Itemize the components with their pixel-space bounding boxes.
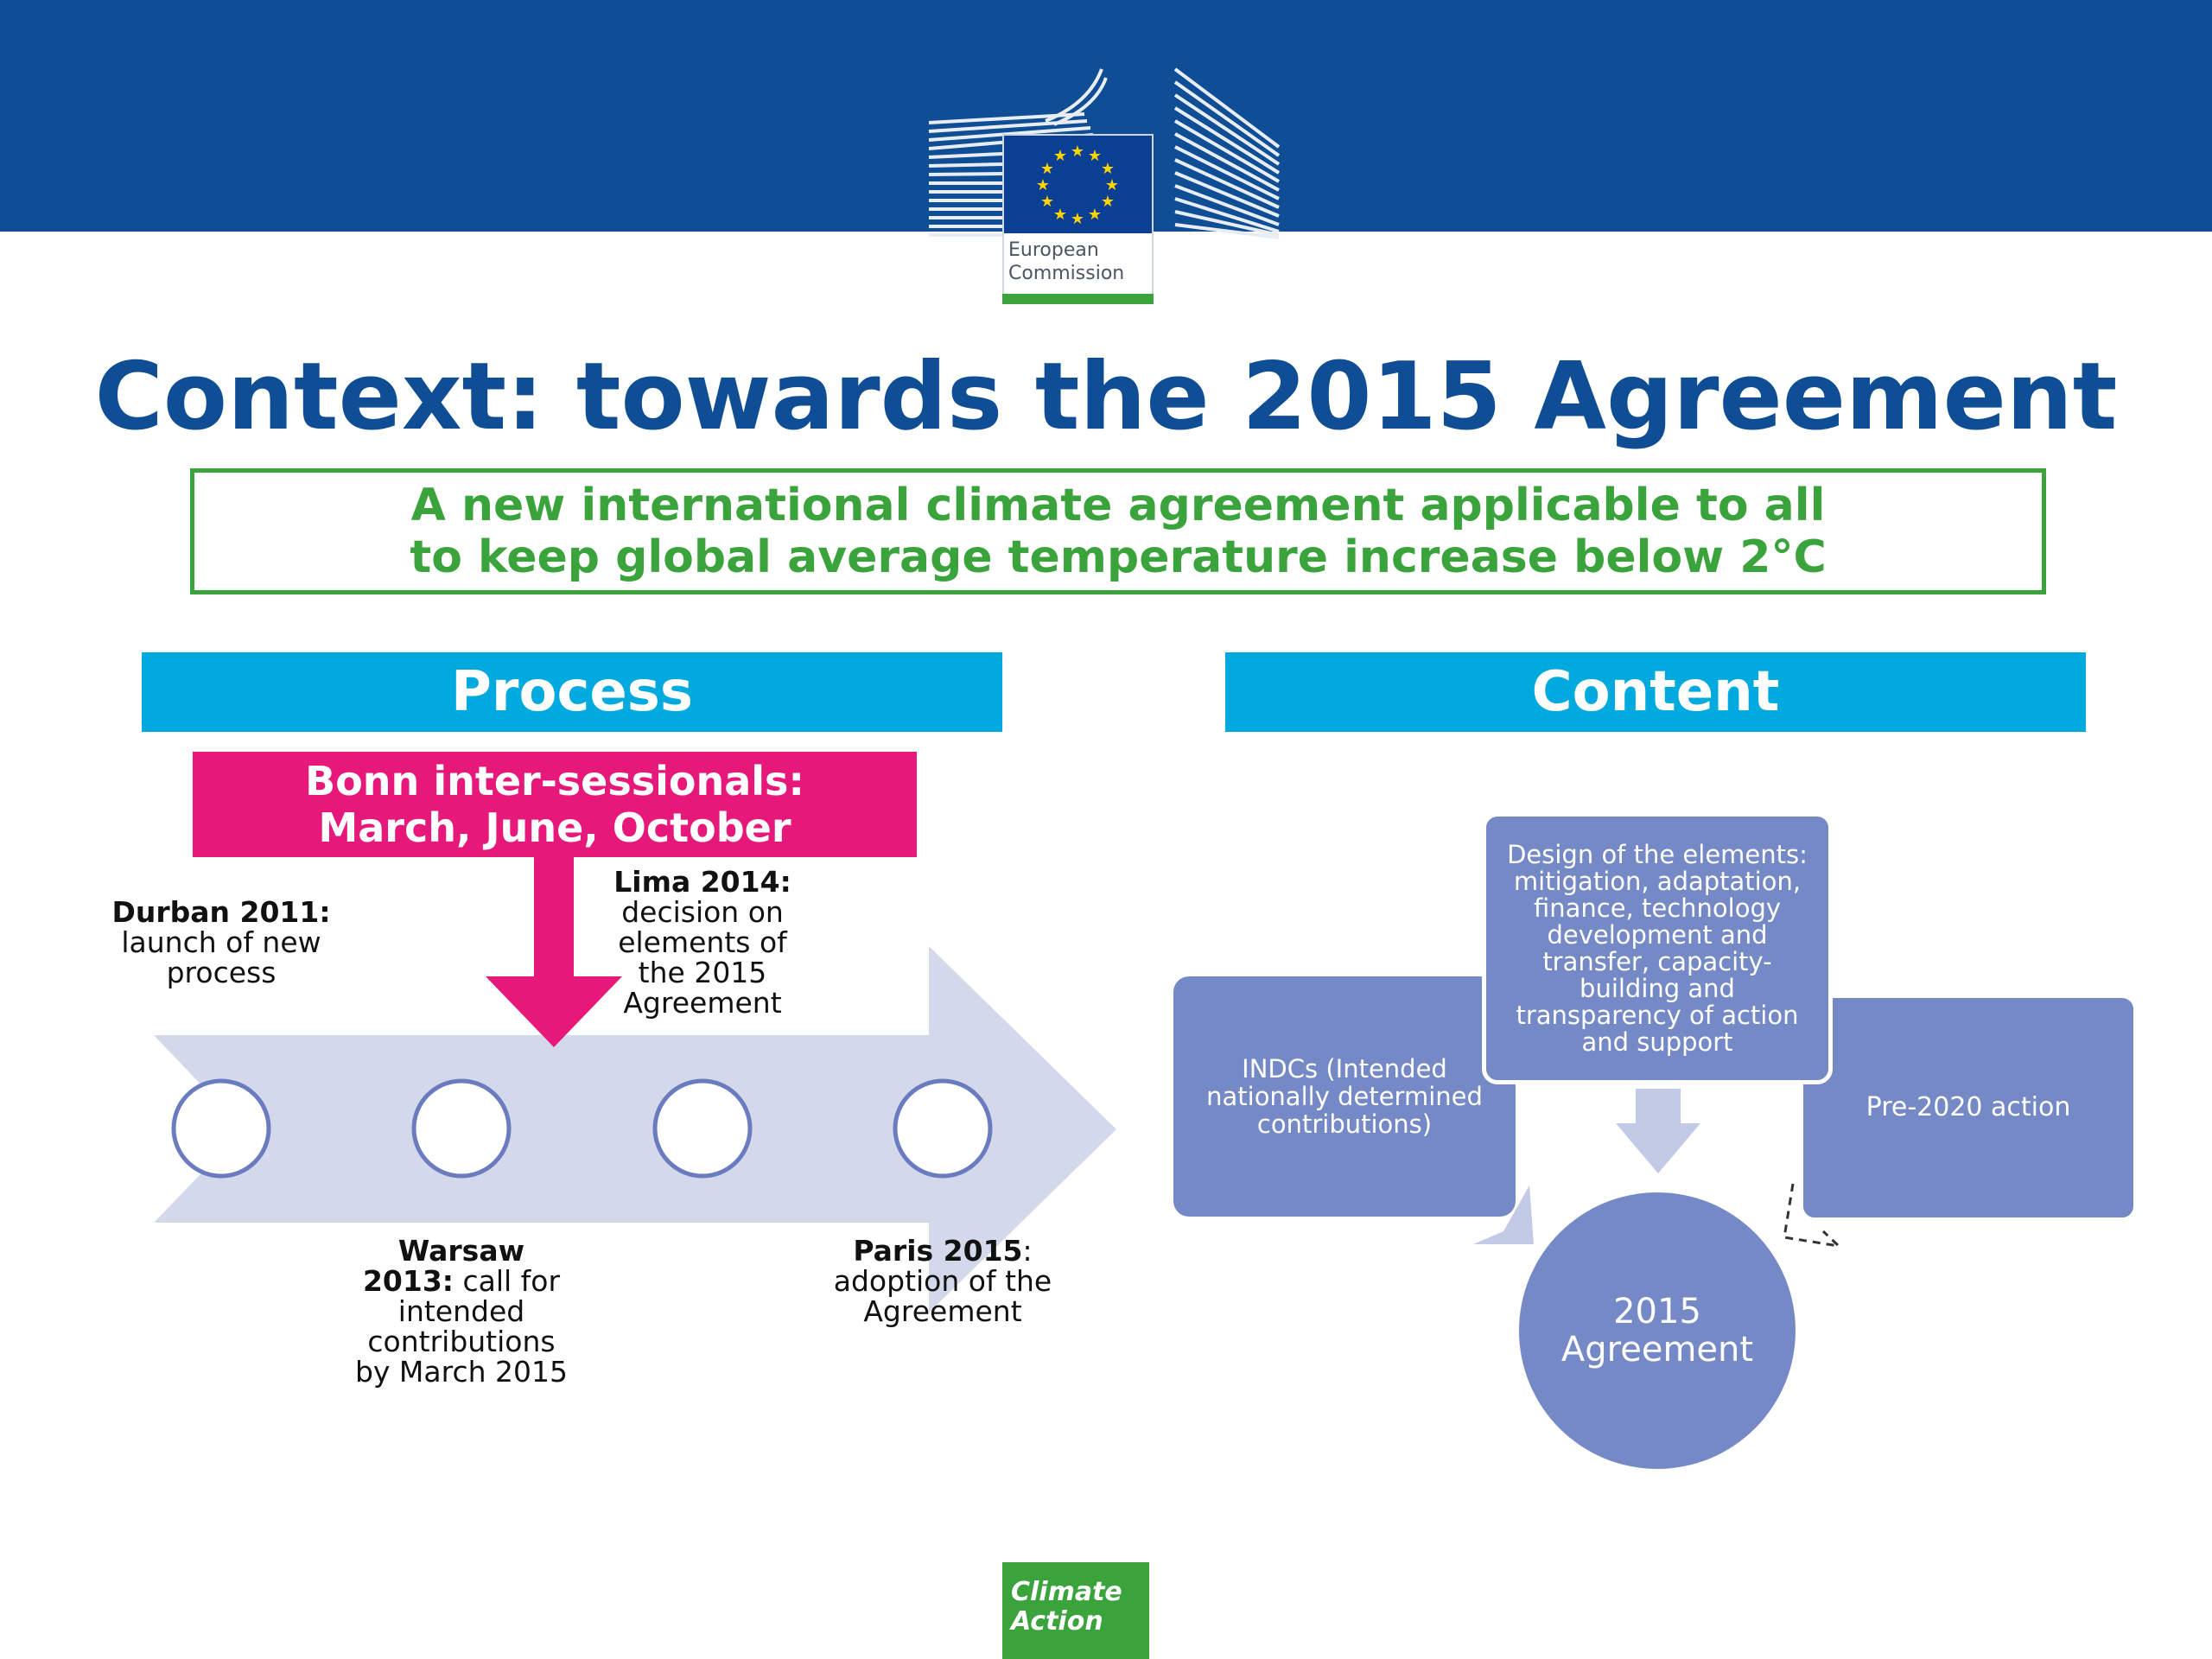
svg-text:★: ★	[1087, 147, 1103, 165]
design-down-arrow	[1616, 1089, 1700, 1173]
milestone-bold: Durban 2011:	[111, 895, 331, 929]
svg-text:★: ★	[1070, 210, 1085, 228]
milestone-bold: Paris 2015	[853, 1234, 1023, 1268]
milestone-label-paris	[830, 1236, 1055, 1326]
badge-line-1: Climate	[1011, 1577, 1122, 1607]
svg-text:★: ★	[1039, 160, 1055, 178]
logo-line-2: Commission	[1008, 263, 1125, 284]
design-box: Design of the elements: mitigation, adaptation, finance, technology development and transfer, capacity-building and transparency of action and support	[1482, 812, 1833, 1084]
milestone-circle-durban	[174, 1081, 269, 1176]
milestone-circle-lima	[655, 1081, 750, 1176]
svg-text:★: ★	[1035, 176, 1051, 194]
svg-text:★: ★	[1087, 206, 1103, 224]
bonn-line-1: Bonn inter-sessionals:	[305, 758, 804, 804]
subtitle-line-1: A new international climate agreement applicable to all	[410, 480, 1826, 531]
subtitle-line-2: to keep global average temperature increase below 2°C	[410, 531, 1827, 583]
content-header: Content	[1225, 652, 2086, 732]
milestone-bold: Warsaw 2013:	[362, 1234, 525, 1298]
process-header: Process	[142, 652, 1002, 732]
svg-text:★: ★	[1104, 176, 1120, 194]
milestone-label-lima	[590, 867, 815, 1018]
agreement-line-1: 2015	[1613, 1292, 1701, 1332]
page-title: Context: towards the 2015 Agreement	[94, 343, 2118, 451]
climate-action-badge	[1002, 1562, 1149, 1659]
milestone-text: call for intended contributions by March 2015	[354, 1264, 569, 1389]
svg-text:★: ★	[1052, 206, 1068, 224]
indc-box: INDCs (Intended nationally determined contributions)	[1173, 976, 1516, 1217]
milestone-bold: Lima 2014:	[613, 865, 791, 899]
agreement-line-2: Agreement	[1560, 1330, 1754, 1370]
agreement-circle	[1519, 1192, 1796, 1469]
svg-text:★: ★	[1100, 160, 1116, 178]
milestone-text: : adoption of the Agreement	[833, 1234, 1052, 1328]
bonn-box	[193, 752, 917, 857]
badge-line-2: Action	[1011, 1606, 1103, 1637]
milestone-label-warsaw	[349, 1236, 574, 1387]
bonn-line-2: March, June, October	[318, 804, 791, 851]
logo-line-1: European	[1008, 239, 1099, 261]
pre2020-box: Pre-2020 action	[1799, 994, 2138, 1222]
milestone-circle-warsaw	[414, 1081, 509, 1176]
svg-text:★: ★	[1039, 193, 1055, 211]
milestone-text: launch of new process	[121, 925, 321, 989]
svg-text:★: ★	[1052, 147, 1068, 165]
milestone-circle-paris	[895, 1081, 990, 1176]
svg-text:★: ★	[1070, 143, 1085, 161]
milestone-label-durban	[109, 897, 334, 988]
milestone-text: decision on elements of the 2015 Agreement	[618, 895, 787, 1020]
svg-text:★: ★	[1100, 193, 1116, 211]
